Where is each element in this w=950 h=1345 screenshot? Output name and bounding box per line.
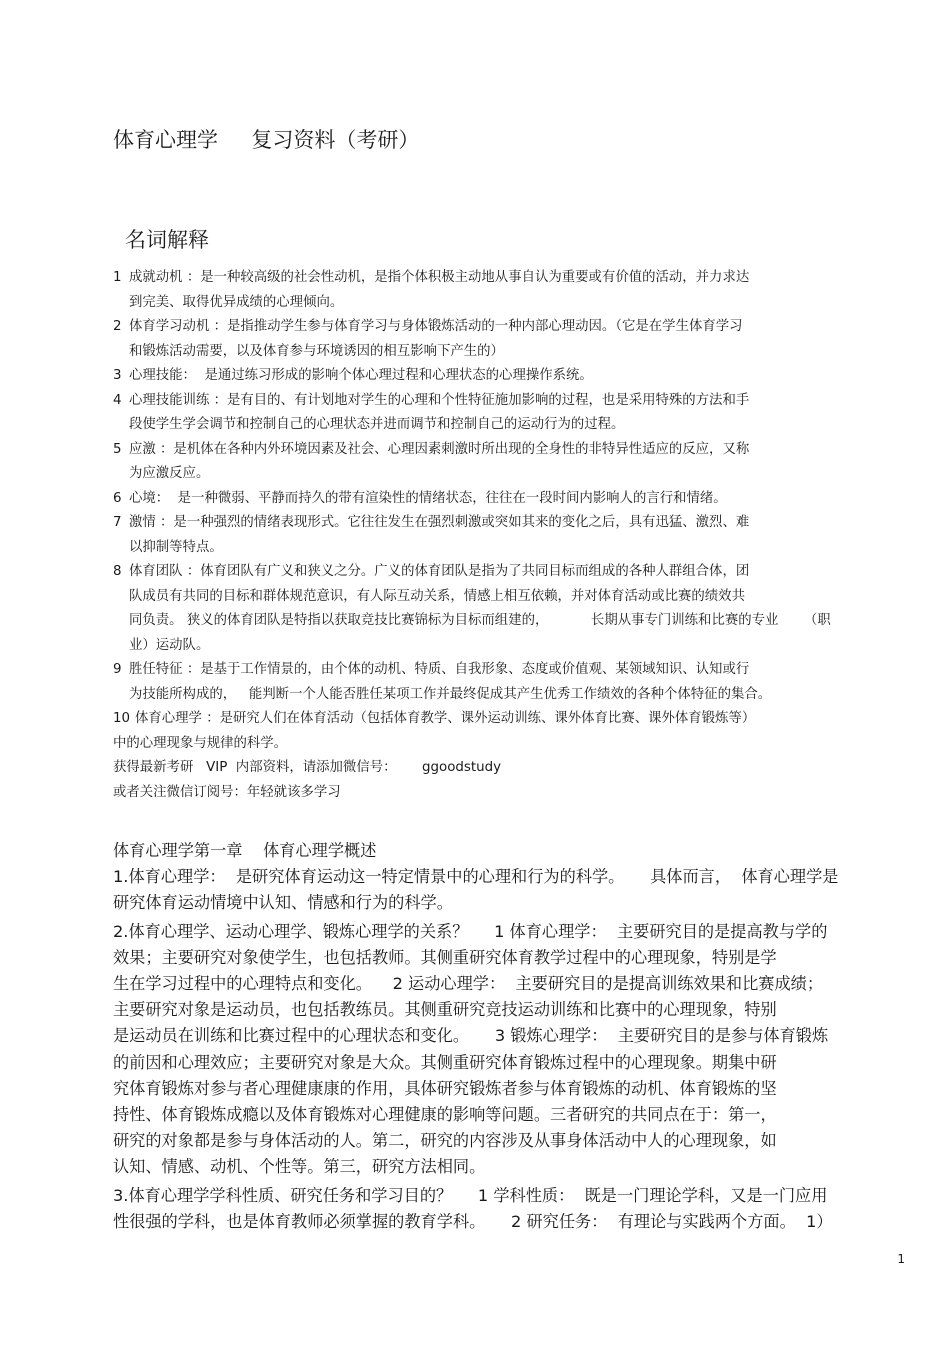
definition-number: 4 (113, 392, 122, 408)
chapter-body (113, 864, 903, 1235)
chapter-paragraph (113, 919, 903, 1181)
definition-first-line (113, 511, 913, 536)
definition-item (113, 511, 913, 560)
definition-first-line (113, 560, 913, 585)
definition-text: 心理技能训练 ：是有目的、有计划地对学生的心理和个性特征施加影响的过程，也是采用特殊的方法和手 (129, 392, 750, 408)
page-title: 体育心理学 复习资料（考研） (113, 128, 420, 152)
paragraph-line: 主要研究对象是运动员，也包括教练员。其侧重研究竞技运动训练和比赛中的心理现象，特别 (113, 1000, 777, 1020)
definition-number: 8 (113, 564, 122, 579)
definition-continuation: 为应激反应。 (129, 466, 210, 481)
wechat-contact-line: 获得最新考研 VIP 内部资料，请添加微信号： ggoodstudy (113, 760, 502, 775)
definition-number: 9 (113, 662, 122, 677)
page-number: 1 (897, 1252, 905, 1266)
paragraph-line: 1.体育心理学： 是研究体育运动这一特定情景中的心理和行为的科学。 具体而言， 体育心理学是 (113, 867, 839, 887)
paragraph-line: 究体育锻炼对参与者心理健康康的作用，具体研究锻炼者参与体育锻炼的动机、体育锻炼的坚 (113, 1078, 777, 1098)
paragraph-line: 性很强的学科，也是体育教师必须掌握的教育学科。 2 研究任务： 有理论与实践两个方面。 1） (113, 1211, 833, 1231)
definition-number: 7 (113, 515, 122, 530)
definition-continuation: 业）运动队。 (129, 637, 210, 653)
definition-number: 3 (113, 368, 122, 383)
definition-item (113, 364, 913, 389)
definition-text: 激情 ：是一种强烈的情绪表现形式。它往往发生在强烈刺激或突如其来的变化之后，具有迅猛、激烈、难 (129, 515, 750, 530)
definition-item (113, 658, 913, 707)
definition-text: 胜任特征 ：是基于工作情景的，由个体的动机、特质、自我形象、态度或价值观、某领域知识、认知或行 (129, 662, 750, 677)
chapter-paragraph (113, 1183, 903, 1235)
definition-text: 体育学习动机 ：是指推动学生参与体育学习与身体锻炼活动的一种内部心理动因。（它是在学生体育学习 (129, 319, 743, 334)
definition-text: 心理技能： 是通过练习形成的影响个体心理过程和心理状态的心理操作系统。 (129, 368, 593, 383)
paragraph-line: 持性、体育锻炼成瘾以及体育锻炼对心理健康的影响等问题。三者研究的共同点在于：第一， (113, 1105, 777, 1125)
definition-item (113, 560, 913, 658)
definition-item (113, 438, 913, 487)
definition-first-line (113, 707, 913, 732)
definition-item (113, 487, 913, 512)
section-heading: 名词解释 (125, 228, 209, 252)
definition-first-line (113, 315, 913, 340)
definition-continuation: 队成员有共同的目标和群体规范意识，有人际互动关系，情感上相互依赖，并对体育活动或比赛的绩效共 (129, 588, 745, 604)
definition-text: 成就动机 ：是一种较高级的社会性动机，是指个体积极主动地从事自认为重要或有价值的活动，并力求达 (129, 270, 750, 285)
definition-first-line (113, 266, 913, 291)
paragraph-line: 认知、情感、动机、个性等。第三，研究方法相同。 (113, 1157, 486, 1177)
definition-first-line (113, 389, 913, 414)
definition-item (113, 389, 913, 438)
definition-text: 应激 ：是机体在各种内外环境因素及社会、心理因素刺激时所出现的全身性的非特异性适应的反应，又称 (129, 441, 750, 457)
definition-number: 1 (113, 270, 122, 285)
definition-continuation: 段使学生学会调节和控制自己的心理状态并进而调节和控制自己的运动行为的过程。 (129, 417, 625, 432)
definition-continuation: 到完美、取得优异成绩的心理倾向。 (129, 294, 344, 310)
chapter-title: 体育心理学第一章 体育心理学概述 (113, 841, 377, 860)
definition-continuation: 为技能所构成的， 能判断一个人能否胜任某项工作并最终促成其产生优秀工作绩效的各种个体特征的集合。 (129, 686, 772, 702)
definition-item (113, 707, 913, 756)
paragraph-line: 生在学习过程中的心理特点和变化。 2 运动心理学： 主要研究目的是提高训练效果和比赛成绩； (113, 974, 824, 994)
definition-item (113, 315, 913, 364)
definition-number: 5 (113, 441, 122, 457)
paragraph-line: 2.体育心理学、运动心理学、锻炼心理学的关系？ 1 体育心理学： 主要研究目的是提高教与学的 (113, 921, 828, 941)
definition-first-line (113, 364, 913, 389)
paragraph-line: 的前因和心理效应；主要研究对象是大众。其侧重研究体育锻炼过程中的心理现象。期集中研 (113, 1052, 777, 1072)
definition-text: 心境： 是一种微弱、平静而持久的带有渲染性的情绪状态，往往在一段时间内影响人的言行和情绪。 (129, 490, 727, 506)
wechat-subscription-line: 或者关注微信订阅号：年轻就该多学习 (113, 784, 341, 800)
definition-continuation: 中的心理现象与规律的科学。 (113, 735, 288, 751)
chapter-paragraph (113, 864, 903, 916)
definition-continuation: 和锻炼活动需要，以及体育参与环境诱因的相互影响下产生的） (129, 343, 504, 359)
definition-text: 体育心理学 ：是研究人们在体育活动（包括体育教学、课外运动训练、课外体育比赛、课外体育锻炼等） (135, 711, 756, 726)
paragraph-line: 效果；主要研究对象使学生，也包括教师。其侧重研究体育教学过程中的心理现象，特别是学 (113, 947, 777, 967)
definition-item (113, 266, 913, 315)
definition-number: 6 (113, 490, 122, 506)
paragraph-line: 研究的对象都是参与身体活动的人。第二，研究的内容涉及从事身体活动中人的心理现象，如 (113, 1131, 777, 1151)
definition-continuation: 同负责。 狭义的体育团队是特指以获取竞技比赛锦标为目标而组建的， 长期从事专门训练和比赛的专业 （职 (129, 613, 831, 628)
definition-continuation: 以抑制等特点。 (129, 539, 223, 555)
paragraph-line: 3.体育心理学学科性质、研究任务和学习目的？ 1 学科性质： 既是一门理论学科，又是一门应用 (113, 1185, 828, 1205)
definitions-list (113, 266, 913, 805)
definition-first-line (113, 487, 913, 512)
definition-first-line (113, 658, 913, 683)
definition-text: 体育团队 ：体育团队有广义和狭义之分。广义的体育团队是指为了共同目标而组成的各种人群组合体，团 (129, 564, 750, 579)
definition-number: 10 (113, 711, 131, 726)
paragraph-line: 研究体育运动情境中认知、情感和行为的科学。 (113, 893, 453, 913)
definition-number: 2 (113, 319, 122, 334)
definition-first-line (113, 438, 913, 463)
paragraph-line: 是运动员在训练和比赛过程中的心理状态和变化。 3 锻炼心理学： 主要研究目的是参与体育锻炼 (113, 1026, 829, 1046)
chapter-section (113, 838, 903, 1237)
